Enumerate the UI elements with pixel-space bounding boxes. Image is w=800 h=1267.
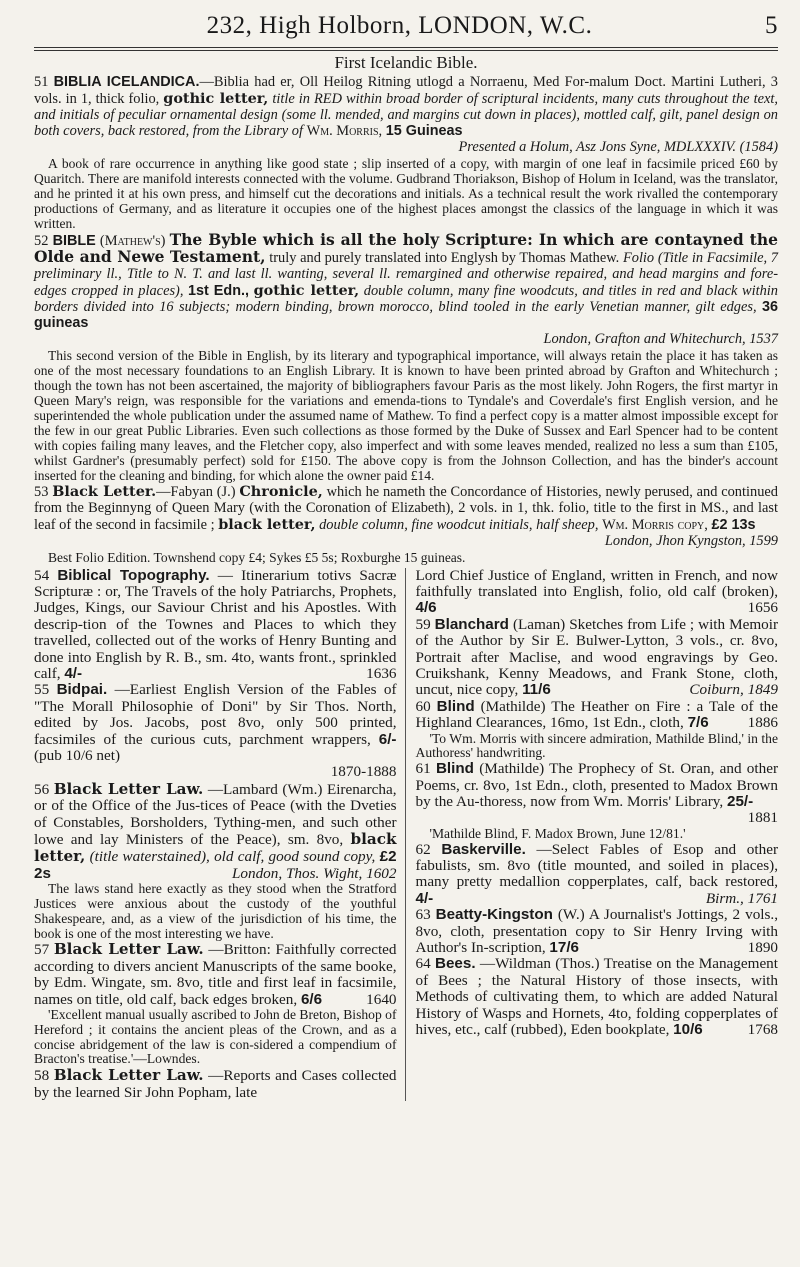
- item-number: 51: [34, 74, 49, 90]
- item-imprint: London, Jhon Kyngston, 1599: [604, 532, 778, 549]
- item-text: —Lambard (Wm.) Eirenarcha, or of the Office of the Jus-tices of Peace (with the Dveties of Constables, Borsholders, Tything-men, and such other lowe and lay Ministers of the Peace), sm. 8vo,: [34, 780, 397, 848]
- item-text: Lord Chief Justice of England, written in French, and now faithfully translated into English, folio, old calf (broken),: [415, 566, 778, 600]
- item-edition: 1st Edn.,: [188, 283, 249, 300]
- section-title: First Icelandic Bible.: [334, 53, 478, 72]
- item-number: 63: [415, 906, 431, 924]
- item-price: £2 13s: [711, 516, 756, 533]
- item-price: 17/6: [549, 939, 579, 957]
- item-price: 10/6: [673, 1021, 703, 1039]
- item-price: £2 2s: [34, 848, 397, 882]
- item-number: 56: [34, 780, 50, 798]
- gothic-letter-label: gothic letter,: [253, 282, 360, 300]
- item-number: 64: [415, 955, 431, 973]
- item-year: 1870-1888: [330, 763, 397, 781]
- item-price: 36 guineas: [34, 299, 778, 332]
- item-61-note: 'Mathilde Blind, F. Madox Brown, June 12/81.': [429, 825, 686, 841]
- item-52-note: This second version of the Bible in English, by its literary and typographical importance, will always retain the place it has taken as one of the most necessary foundations to an English Library. It is known to have been printed abroad by Grafton and Whitechurch ; though the town has not been ascertained, the majority of bibliographers favour Paris as the most likely. John Rogers, the first martyr in Queen Mary's reign, was responsible for the variations and emenda-tions to Tyndale's and Coverdale's first English version, and he superintended the whole publication under the assumed name of Mathew. To find a perfect copy is a matter almost impossible except for the few in our great Public Libraries. Even such collections as those formed by the Duke of Sussex and Earl Spencer had to be content with copies failing many leaves, and the Fletcher copy, also imperfect and with some leaves mended, realized no less a sum than £105, whilst Gardner's (presumably perfect) sold for £150. The above copy is from the Johnson Collection, and has the binder's account inserted for the cleaning and binding, for which alone the owner paid £14.: [34, 347, 778, 483]
- item-price: 6/-: [378, 730, 397, 748]
- two-column-listing: [34, 568, 778, 1102]
- item-60-note: 'To Wm. Morris with sincere admiration, Mathilde Blind,' in the Authoress' handwriting.: [415, 730, 778, 761]
- item-year: 1881: [747, 809, 778, 827]
- item-52: [34, 229, 778, 348]
- item-title: Blind: [436, 697, 475, 715]
- left-column: [34, 568, 406, 1102]
- item-title: Bees.: [435, 955, 476, 973]
- item-title: Blanchard: [434, 615, 509, 633]
- item-year: 1768: [747, 1021, 778, 1039]
- gothic-title: The Byble which is all the holy Scripture: In which are contayned the Olde and Newe Testament,: [34, 229, 778, 267]
- item-64: [416, 956, 779, 1038]
- item-60: [416, 699, 779, 732]
- item-imprint: Presented a Holum, Asz Jons Syne, MDLXXXIV. (1584): [458, 138, 778, 155]
- item-title: Bidpai.: [56, 681, 108, 699]
- item-title: Black Letter Law.: [53, 940, 204, 959]
- item-text: (Mathilde) The Heather on Fire : a Tale of the Highland Clearances, 16mo, 1st Edn., cloth,: [415, 697, 779, 732]
- item-58-continued: [416, 568, 779, 617]
- item-year: 1640: [366, 990, 397, 1008]
- item-price: 4/-: [415, 889, 434, 907]
- item-pub-price: (pub 10/6 net): [34, 746, 121, 764]
- item-price: 7/6: [687, 714, 709, 732]
- item-53-note: Best Folio Edition. Townshend copy £4; Sykes £5 5s; Roxburghe 15 guineas.: [48, 549, 466, 565]
- item-imprint: Coiburn, 1849: [689, 681, 778, 699]
- item-number: 52: [34, 232, 49, 249]
- item-number: 55: [34, 681, 50, 699]
- item-63: [416, 907, 779, 956]
- item-year: 1636: [366, 664, 397, 682]
- item-53: [34, 484, 778, 550]
- item-description: double column, fine woodcut initials, half sheep,: [319, 516, 599, 533]
- item-title: BIBLIA ICELANDICA.: [53, 74, 200, 90]
- item-number: 62: [415, 840, 431, 858]
- item-price: 4/6: [415, 599, 437, 617]
- item-title: Baskerville.: [441, 840, 526, 858]
- item-text: —Britton: Faithfully corrected according to divers ancient Manuscripts of the same booke, by Edm. Wingate, sm. 8vo, title and first leaf in facsimile, names on title, old calf, back edges broken,: [34, 941, 397, 1008]
- item-year: 1890: [747, 939, 778, 957]
- item-title: Black Letter Law.: [53, 779, 204, 798]
- item-owner: Wm. Morris copy,: [602, 516, 708, 533]
- item-title: Biblical Topography.: [57, 566, 210, 584]
- item-number: 58: [34, 1067, 50, 1085]
- item-title: Blind: [435, 760, 474, 778]
- item-imprint: Birm., 1761: [705, 889, 778, 907]
- item-price: 25/-: [727, 792, 754, 810]
- gothic-letter-label: gothic letter,: [163, 89, 269, 107]
- page-number: 5: [765, 12, 778, 39]
- item-imprint: London, Thos. Wight, 1602: [231, 864, 397, 882]
- item-text: (W.) A Journalist's Jottings, 2 vols., 8vo, cloth, presentation copy to Sir Henry Irving with Author's In-scription,: [415, 906, 779, 957]
- item-price: 11/6: [522, 681, 551, 699]
- item-55: [34, 682, 397, 780]
- item-description: Folio (Title in Facsimile, 7 preliminary ll., Title to N. T. and last ll. wanting, several ll. remargined and otherwise repaired, and head margins and fore-edges cropped in places),: [34, 250, 778, 300]
- item-title: BIBLE: [52, 232, 96, 249]
- right-column: [416, 568, 779, 1102]
- item-62: [416, 842, 779, 908]
- item-text: —Reports and Cases collected by the learned Sir John Popham, late: [34, 1067, 397, 1101]
- page-address: 232, High Holborn, LONDON, W.C.: [206, 12, 593, 39]
- item-59: [416, 617, 779, 699]
- item-text: —Select Fables of Esop and other fabulists, sm. 8vo (title mounted, and soiled in places), many pretty medallion copperplates, calf, back restored,: [415, 840, 779, 891]
- gothic-letter-label: black letter,: [218, 515, 316, 533]
- page-header: [34, 12, 778, 40]
- item-year: 1886: [747, 714, 778, 732]
- item-text: truly and purely translated into Englysh by Thomas Mathew.: [269, 250, 620, 267]
- item-title: Black Letter Law.: [53, 1066, 204, 1085]
- item-owner-name: (Mathew's): [99, 232, 166, 249]
- item-58: [34, 1067, 397, 1101]
- item-number: 61: [415, 760, 431, 778]
- item-text: (Laman) Sketches from Life ; with Memoir of the Author by Sir E. Bulwer-Lytton, 3 vols., cr. 8vo, Portrait after Maclise, and wood engravings by Geo. Cruikshank, Kenny Meadows, and Frank Stone, cloth, uncut, nice copy,: [415, 615, 779, 699]
- item-number: 54: [34, 566, 50, 584]
- item-description: (title waterstained), old calf, good sound copy,: [89, 848, 376, 866]
- item-price: 6/6: [300, 990, 323, 1008]
- gothic-letter-label: black letter,: [34, 830, 397, 866]
- header-rule: [34, 47, 778, 51]
- item-57: [34, 941, 397, 1008]
- item-number: 60: [415, 697, 431, 715]
- item-text: —Wildman (Thos.) Treatise on the Management of Bees ; the Natural History of those insects, with Methods of cultivating them, to which are added Natural History of Wasps and Hornets, 4to, folding copperplates of hives, etc., calf (rubbed), Eden bookplate,: [415, 955, 778, 1039]
- item-61: [416, 761, 779, 827]
- gothic-title: Chronicle,: [239, 482, 323, 500]
- item-text: —Earliest English Version of the Fables of "The Morall Philosophie of Doni" by Sir Thos. North, edited by Jos. Jacobs, post 8vo, only 500 printed, facsimiles of the curious cuts, parchment wrappers,: [34, 681, 397, 748]
- item-56: [34, 781, 397, 882]
- item-price: 15 Guineas: [385, 122, 463, 139]
- item-description-2: double column, many fine woodcuts, and titles in red and black within borders divided into 16 subjects; modern binding, brown morocco, blind tooled in the early Venetian manner, gilt edges,: [34, 283, 778, 316]
- item-51-note: A book of rare occurrence in anything like good state ; slip inserted of a copy, with margin of one leaf in facsimile priced £60 by Quaritch. There are manifold interests connected with the volume. Gudbrand Thoriakson, Bishop of Holum in Iceland, was the translator, and he printed it at his own press, and himself cut the decorations and initials. As a technical result the work rivalled the contemporary productions of Germany, and as literature it occupies one of the highest places amongst the classics of the language in which it was written.: [34, 155, 778, 231]
- item-year: 1656: [747, 599, 778, 617]
- item-56-note: The laws stand here exactly as they stood when the Stratford Justices were anxious about the custody of the youthful Shakespeare, and, as a view of the jurisdiction of his time, the book is one of the most interesting we have.: [34, 881, 397, 941]
- item-54: [34, 568, 397, 683]
- item-text: — Itinerarium totivs Sacræ Scripturæ : or, The Travels of the holy Patriarchs, Prophets, Judges, Kings, our Saviour Christ and his Apostles. With descrip-tion of the Townes and Places to which they travelled, collected out of the works of Henry Bunting and done into English by R. B., sm. 4to, wants front., sprinkled calf,: [34, 566, 397, 682]
- item-text: —Biblia had er, Oll Heilog Ritning utlogd a Norraenu, Med For-malum Doct. Martini Lutheri, 3 vols. in 1, thick folio,: [34, 74, 778, 107]
- item-owner: Wm. Morris,: [306, 122, 383, 139]
- item-text: which he nameth the Concordance of Histories, newly perused, and continued from the Beginnyng of Queen Mary (with the Coronation of Elizabeth), 2 vols. in 1, thk. folio, title to the first in MS., and last leaf of the second in facsimile ;: [34, 483, 778, 533]
- item-title: Beatty-Kingston: [435, 906, 553, 924]
- item-text: (Mathilde) The Prophecy of St. Oran, and other Poems, cr. 8vo, 1st Edn., cloth, presented to Madox Brown by the Au-thoress, now from Wm. Morris' Library,: [415, 760, 779, 810]
- item-51: [34, 75, 778, 156]
- item-number: 57: [34, 941, 50, 959]
- gothic-lead: Black Letter.: [52, 482, 157, 500]
- item-description: title in RED within broad border of scriptural incidents, many cuts throughout the text, and initials of peculiar ornamental design (some ll. mended, and margins cut down in places), mottled calf, gilt, panel design on both covers, back restored, from the Library of: [34, 90, 778, 139]
- item-title: —Fabyan (J.): [156, 483, 236, 500]
- item-number: 59: [415, 615, 431, 633]
- item-57-note: 'Excellent manual usually ascribed to John de Breton, Bishop of Hereford ; it contains the ancient pleas of the Crown, and as a concise abridgement of the law is con-sidered a compendium of Bracton's treatise.'—Lowndes.: [34, 1007, 397, 1067]
- item-number: 53: [34, 483, 49, 500]
- item-imprint: London, Grafton and Whitechurch, 1537: [543, 330, 778, 347]
- item-price: 4/-: [64, 664, 83, 682]
